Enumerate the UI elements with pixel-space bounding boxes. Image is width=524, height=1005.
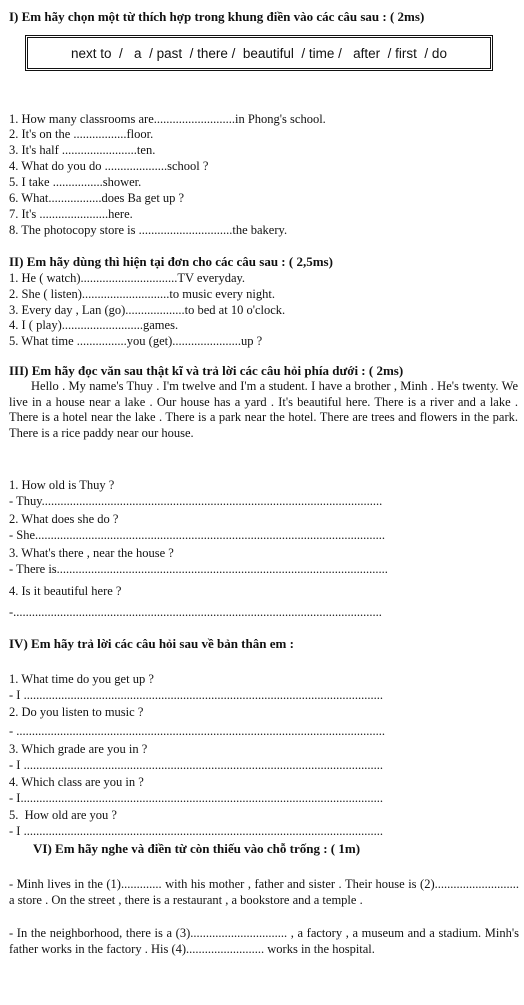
s3-answer-3: - There is..........................................................................................................: [9, 562, 388, 576]
s3-question-4: 4. Is it beautiful here ?: [9, 584, 122, 598]
s4-question-1: 1. What time do you get up ?: [9, 672, 154, 686]
listening-paragraph-2: - In the neighborhood, there is a (3)............................... , a factory , a museum and a stadium. Minh's father works in the factory . His (4)......................... works in the hospital.: [9, 926, 519, 956]
s4-answer-4: - I....................................................................................................................: [9, 791, 383, 805]
s4-answer-5: - I ...................................................................................................................: [9, 824, 383, 838]
s4-question-3: 3. Which grade are you in ?: [9, 742, 148, 756]
s4-answer-2: - ......................................................................................................................: [9, 724, 386, 738]
s2-item-5: 5. What time ................you (get)......................up ?: [9, 334, 263, 348]
s4-question-4: 4. Which class are you in ?: [9, 775, 144, 789]
s1-item-6: 6. What.................does Ba get up ?: [9, 191, 185, 205]
reading-passage: Hello . My name's Thuy . I'm twelve and I'm a student. I have a brother , Minh . He's twenty. We live in a house near a lake . Our house has a yard . It's beautiful here. There is a river and a lake . There is a hotel near the lake . There is a park near the hotel. There are trees and flowers in the park. There is a rice paddy near our house.: [9, 379, 518, 440]
s1-item-2: 2. It's on the .................floor.: [9, 127, 154, 141]
s2-item-2: 2. She ( listen)............................to music every night.: [9, 287, 275, 301]
s1-item-3: 3. It's half ........................ten.: [9, 143, 156, 157]
s3-question-3: 3. What's there , near the house ?: [9, 546, 174, 560]
s4-question-2: 2. Do you listen to music ?: [9, 705, 144, 719]
s4-question-5: 5. How old are you ?: [9, 808, 117, 822]
section-2-heading: II) Em hãy dùng thì hiện tại đơn cho các câu sau : ( 2,5ms): [9, 254, 333, 269]
s4-answer-1: - I ...................................................................................................................: [9, 688, 383, 702]
s1-item-1: 1. How many classrooms are..........................in Phong's school.: [9, 112, 326, 126]
section-6-heading: VI) Em hãy nghe và điền từ còn thiếu vào chỗ trống : ( 1m): [33, 841, 361, 856]
s3-question-1: 1. How old is Thuy ?: [9, 478, 115, 492]
s2-item-3: 3. Every day , Lan (go)...................to bed at 10 o'clock.: [9, 303, 286, 317]
s1-item-7: 7. It's ......................here.: [9, 207, 133, 221]
word-box: [25, 35, 493, 71]
listening-paragraph-1: - Minh lives in the (1)............. with his mother , father and sister . Their house is (2)........................... a store . On the street , there is a restaurant , a bookstore and a temple .: [9, 877, 519, 907]
s3-answer-2: - She................................................................................................................: [9, 528, 386, 542]
section-4-heading: IV) Em hãy trả lời các câu hỏi sau về bản thân em :: [9, 636, 294, 651]
s4-answer-3: - I ...................................................................................................................: [9, 758, 383, 772]
section-1-heading: I) Em hãy chọn một từ thích hợp trong khung điền vào các câu sau : ( 2ms): [9, 9, 425, 24]
s2-item-4: 4. I ( play)..........................games.: [9, 318, 179, 332]
s1-item-4: 4. What do you do ....................school ?: [9, 159, 209, 173]
s3-answer-1: - Thuy.............................................................................................................: [9, 494, 383, 508]
s1-item-5: 5. I take ................shower.: [9, 175, 142, 189]
s1-item-8: 8. The photocopy store is ..............................the bakery.: [9, 223, 288, 237]
s3-answer-4: -......................................................................................................................: [9, 605, 382, 619]
s3-question-2: 2. What does she do ?: [9, 512, 119, 526]
s2-item-1: 1. He ( watch)...............................TV everyday.: [9, 271, 246, 285]
section-3-heading: III) Em hãy đọc văn sau thật kĩ và trả lời các câu hỏi phía dưới : ( 2ms): [9, 363, 404, 378]
word-box-text: next to / a / past / there / beautiful / time / after / first / do: [71, 45, 447, 61]
